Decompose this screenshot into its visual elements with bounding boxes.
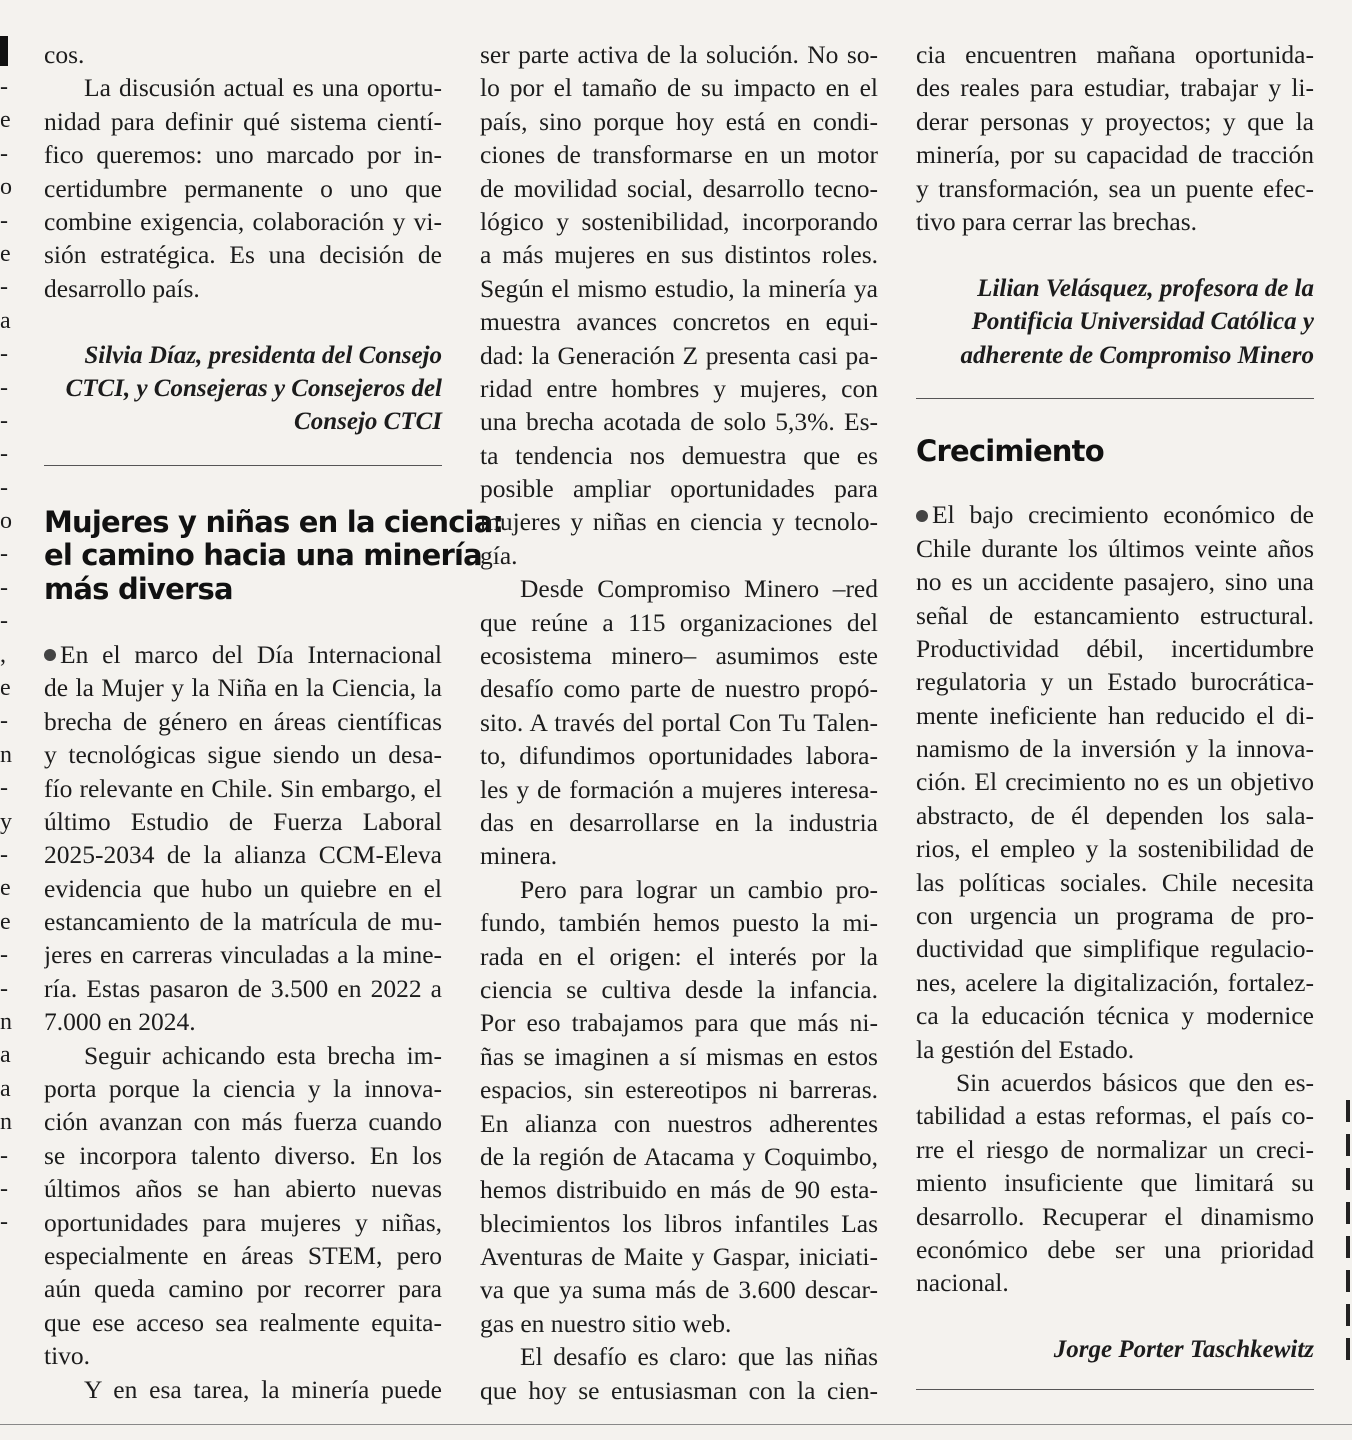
signature-line: CTCI, y Consejeras y Consejeros del bbox=[65, 374, 442, 402]
signature-line: Silvia Díaz, presidenta del Consejo bbox=[84, 341, 442, 369]
edge-glyph: e bbox=[0, 240, 11, 267]
text-line: estancamiento de la matrícula de mu- bbox=[44, 907, 442, 937]
text-span: En el marco del Día Internacional bbox=[60, 639, 442, 669]
edge-mark bbox=[1346, 1338, 1350, 1360]
edge-glyph: a bbox=[0, 1075, 11, 1102]
text-line: gas en nuestro sitio web. bbox=[480, 1308, 732, 1338]
column-2 bbox=[480, 38, 878, 1407]
text-line: la gestión del Estado. bbox=[916, 1034, 1135, 1064]
text-line: Por eso trabajamos para que más ni- bbox=[480, 1008, 878, 1038]
article-crecimiento-body-1 bbox=[916, 498, 1314, 1066]
text-line: Y en esa tarea, la minería puede bbox=[84, 1374, 442, 1404]
edge-bar bbox=[0, 36, 8, 66]
article-ctci-ending bbox=[44, 38, 442, 305]
article-mujeres-body-2 bbox=[44, 1039, 442, 1373]
text-line: Aventuras de Maite y Gaspar, iniciati- bbox=[480, 1242, 878, 1272]
text-line: miento insuficiente que limitará su bbox=[916, 1168, 1314, 1198]
edge-glyph: - bbox=[0, 942, 8, 969]
edge-glyph: - bbox=[0, 407, 8, 434]
text-line: abstracto, de él dependen los sala- bbox=[916, 800, 1314, 830]
signature-jorge-porter: Jorge Porter Taschkewitz bbox=[1053, 1336, 1314, 1364]
text-line: blecimientos los libros infantiles Las bbox=[480, 1208, 878, 1238]
edge-glyph: e bbox=[0, 908, 11, 935]
text-line: ser parte activa de la solución. No so- bbox=[480, 40, 878, 69]
text-line: señal de estancamiento estructural. bbox=[916, 600, 1314, 630]
edge-glyph: e bbox=[0, 107, 11, 134]
text-line: nes, acelere la digitalización, fortalez- bbox=[916, 967, 1314, 997]
text-line: últimos años se han abierto nuevas bbox=[44, 1174, 442, 1204]
article-mujeres-body-1 bbox=[44, 638, 442, 1039]
signature-line: Lilian Velásquez, profesora de la bbox=[977, 274, 1314, 302]
text-line: que ese acceso sea realmente equita- bbox=[44, 1307, 442, 1337]
text-line: ciencia se cultiva desde la infancia. bbox=[480, 974, 878, 1004]
text-line: das en desarrollarse en la industria bbox=[480, 807, 878, 837]
text-line: desarrollo país. bbox=[44, 273, 200, 303]
text-line: El desafío es claro: que las niñas bbox=[520, 1342, 878, 1372]
text-line: certidumbre permanente o uno que bbox=[44, 173, 442, 203]
text-line: de la Mujer y la Niña en la Ciencia, la bbox=[44, 673, 442, 703]
text-line: gía. bbox=[480, 540, 518, 570]
text-line: va que ya suma más de 3.600 descar- bbox=[480, 1275, 878, 1305]
edge-glyph: - bbox=[0, 441, 8, 468]
signature-line: Pontificia Universidad Católica y bbox=[971, 308, 1314, 336]
text-line: nidad para definir qué sistema cientí- bbox=[44, 106, 442, 136]
text-line: minería, por su capacidad de tracción bbox=[916, 140, 1314, 170]
edge-glyph: - bbox=[0, 274, 8, 301]
text-line: fío relevante en Chile. Sin embargo, el bbox=[44, 773, 442, 803]
edge-glyph: - bbox=[0, 74, 8, 100]
section-divider bbox=[916, 1389, 1314, 1390]
right-edge-bleed bbox=[1346, 1100, 1352, 1372]
text-line: brecha de género en áreas científicas bbox=[44, 706, 442, 736]
text-line: oportunidades para mujeres y niñas, bbox=[44, 1207, 442, 1237]
text-line: cia encuentren mañana oportunida- bbox=[916, 40, 1314, 69]
text-line: mujeres y niñas en ciencia y tecnolo- bbox=[480, 507, 878, 537]
text-line: rre el riesgo de normalizar un creci- bbox=[916, 1134, 1314, 1164]
headline-line: el camino hacia una minería bbox=[44, 538, 482, 573]
text-line: Pero para lograr un cambio pro- bbox=[520, 874, 878, 904]
text-line: Productividad débil, incertidumbre bbox=[916, 633, 1314, 663]
text-line: nacional. bbox=[916, 1268, 1009, 1298]
text-line: fundo, también hemos puesto la mi- bbox=[480, 908, 878, 938]
text-line: to, difundimos oportunidades labora- bbox=[480, 741, 878, 771]
text-line: regulatoria y un Estado burocrática- bbox=[916, 667, 1314, 697]
text-line: ciones de transformarse en un motor bbox=[480, 140, 878, 170]
text-line: dad: la Generación Z presenta casi pa- bbox=[480, 340, 878, 370]
text-line: una brecha acotada de solo 5,3%. Es- bbox=[480, 407, 878, 437]
article-mujeres-body-7 bbox=[480, 1340, 878, 1407]
text-line: les y de formación a mujeres interesa- bbox=[480, 774, 878, 804]
text-span: El bajo crecimiento económico de bbox=[932, 500, 1314, 530]
text-line: La discusión actual es una oportu- bbox=[84, 73, 442, 103]
text-line: sión estratégica. Es una decisión de bbox=[44, 240, 442, 270]
edge-glyph: a bbox=[0, 1042, 11, 1069]
text-line: país, sino porque hoy está en condi- bbox=[480, 106, 878, 136]
column-3 bbox=[916, 38, 1314, 1390]
text-line: lo por el tamaño de su impacto en el bbox=[480, 73, 878, 103]
edge-glyph: - bbox=[0, 775, 8, 802]
text-line: de la región de Atacama y Coquimbo, bbox=[480, 1141, 878, 1171]
text-line: porta porque la ciencia y la innova- bbox=[44, 1074, 442, 1104]
edge-glyph: a bbox=[0, 307, 11, 334]
signature-line: Consejo CTCI bbox=[294, 408, 442, 436]
text-line: ría. Estas pasaron de 3.500 en 2022 a bbox=[44, 973, 442, 1003]
edge-glyph: - bbox=[0, 474, 8, 501]
text-line: espacios, sin estereotipos ni barreras. bbox=[480, 1075, 878, 1105]
edge-glyph: o bbox=[0, 174, 12, 201]
text-line: tivo para cerrar las brechas. bbox=[916, 206, 1198, 236]
text-line: rios, el empleo y la sostenibilidad de bbox=[916, 834, 1314, 864]
bullet-icon bbox=[44, 649, 56, 661]
text-line: ñas se imaginen a sí mismas en estos bbox=[480, 1041, 878, 1071]
edge-mark bbox=[1346, 1304, 1350, 1326]
edge-glyph: n bbox=[0, 741, 12, 768]
text-line: Según el mismo estudio, la minería ya bbox=[480, 273, 878, 303]
signature-lilian-velasquez bbox=[916, 272, 1314, 372]
text-line: ca la educación técnica y modernice bbox=[916, 1001, 1314, 1031]
text-line: posible ampliar oportunidades para bbox=[480, 474, 878, 504]
article-crecimiento-body-2 bbox=[916, 1066, 1314, 1300]
edge-glyph: e bbox=[0, 675, 11, 702]
text-line: namismo de la inversión y la innova- bbox=[916, 734, 1314, 764]
edge-glyph: , bbox=[0, 641, 6, 668]
edge-glyph: - bbox=[0, 708, 8, 735]
edge-glyph: - bbox=[0, 341, 8, 368]
headline-line: Mujeres y niñas en la ciencia: bbox=[44, 504, 504, 539]
headline-crecimiento: Crecimiento bbox=[916, 433, 1104, 468]
edge-glyph: y bbox=[0, 808, 12, 835]
text-line: se incorpora talento diverso. En los bbox=[44, 1140, 442, 1170]
text-line: ta tendencia nos demuestra que es bbox=[480, 440, 878, 470]
edge-glyph: - bbox=[0, 1209, 8, 1236]
text-line: ción. El crecimiento no es un objetivo bbox=[916, 767, 1314, 797]
text-line: combine exigencia, colaboración y vi- bbox=[44, 206, 442, 236]
text-line: con urgencia un programa de pro- bbox=[916, 901, 1314, 931]
edge-glyph: - bbox=[0, 541, 8, 568]
text-line: ridad entre hombres y mujeres, con bbox=[480, 373, 878, 403]
text-line: hemos distribuido en más de 90 esta- bbox=[480, 1175, 878, 1205]
edge-glyph: e bbox=[0, 875, 11, 902]
edge-glyph: - bbox=[0, 374, 8, 401]
edge-mark bbox=[1346, 1270, 1350, 1292]
text-line: fico queremos: uno marcado por in- bbox=[44, 140, 442, 170]
text-line: especialmente en áreas STEM, pero bbox=[44, 1240, 442, 1270]
text-line: 7.000 en 2024. bbox=[44, 1007, 196, 1037]
text-line: no es un accidente pasajero, sino una bbox=[916, 567, 1314, 597]
edge-glyph: - bbox=[0, 574, 8, 601]
edge-glyph: - bbox=[0, 975, 8, 1002]
text-line: y tecnológicas sigue siendo un desa- bbox=[44, 740, 442, 770]
text-line: tabilidad a estas reformas, el país co- bbox=[916, 1101, 1314, 1131]
text-line: económico debe ser una prioridad bbox=[916, 1234, 1314, 1264]
text-line: que hoy se entusiasman con la cien- bbox=[480, 1375, 878, 1405]
text-line: último Estudio de Fuerza Laboral bbox=[44, 806, 442, 836]
edge-glyph: - bbox=[0, 1142, 8, 1169]
edge-glyph: n bbox=[0, 1109, 12, 1136]
text-line: muestra avances concretos en equi- bbox=[480, 307, 878, 337]
page-bottom-rule bbox=[0, 1424, 1352, 1425]
text-line: des reales para estudiar, trabajar y li- bbox=[916, 73, 1314, 103]
text-line: derar personas y proyectos; y que la bbox=[916, 106, 1314, 136]
text-line: ecosistema minero– asumimos este bbox=[480, 641, 878, 671]
edge-mark bbox=[1346, 1134, 1350, 1156]
article-mujeres-body-4 bbox=[480, 38, 878, 572]
text-line: jeres en carreras vinculadas a la mine- bbox=[44, 940, 442, 970]
text-line: y transformación, sea un puente efec- bbox=[916, 173, 1314, 203]
bullet-icon bbox=[916, 510, 928, 522]
text-line: desarrollo. Recuperar el dinamismo bbox=[916, 1201, 1314, 1231]
edge-glyph: - bbox=[0, 608, 8, 635]
text-line: Desde Compromiso Minero –red bbox=[520, 574, 878, 604]
edge-mark bbox=[1346, 1236, 1350, 1258]
text-line bbox=[44, 638, 442, 671]
edge-mark bbox=[1346, 1202, 1350, 1224]
text-line: lógico y sostenibilidad, incorporando bbox=[480, 206, 878, 236]
edge-glyph: o bbox=[0, 508, 12, 535]
edge-glyph: - bbox=[0, 140, 8, 167]
text-line: que reúne a 115 organizaciones del bbox=[480, 607, 878, 637]
edge-glyph: - bbox=[0, 207, 8, 234]
edge-marks bbox=[0, 71, 14, 1240]
signature-line: adherente de Compromiso Minero bbox=[960, 341, 1314, 369]
edge-glyph: - bbox=[0, 841, 8, 868]
text-line: desafío como parte de nuestro propó- bbox=[480, 674, 878, 704]
edge-glyph: - bbox=[0, 1175, 8, 1202]
edge-mark bbox=[1346, 1100, 1350, 1122]
article-mujeres-body-3 bbox=[44, 1373, 442, 1406]
text-line: cos. bbox=[44, 40, 85, 69]
article-mujeres-body-8 bbox=[916, 38, 1314, 238]
text-line: a más mujeres en sus distintos roles. bbox=[480, 240, 878, 270]
edge-glyph: n bbox=[0, 1008, 12, 1035]
text-line: minera. bbox=[480, 841, 558, 871]
text-line: 2025-2034 de la alianza CCM-Eleva bbox=[44, 840, 442, 870]
text-line: ción avanzan con más fuerza cuando bbox=[44, 1107, 442, 1137]
text-line: evidencia que hubo un quiebre en el bbox=[44, 873, 442, 903]
article-mujeres-body-5 bbox=[480, 572, 878, 873]
text-line: las políticas sociales. Chile necesita bbox=[916, 867, 1314, 897]
text-line: mente ineficiente han reducido el di- bbox=[916, 700, 1314, 730]
text-line: sito. A través del portal Con Tu Talen- bbox=[480, 707, 878, 737]
text-line bbox=[916, 498, 1314, 531]
headline-line: más diversa bbox=[44, 571, 233, 606]
edge-mark bbox=[1346, 1168, 1350, 1190]
signature-silvia-diaz bbox=[44, 339, 442, 439]
text-line: aún queda camino por recorrer para bbox=[44, 1274, 442, 1304]
text-line: Seguir achicando esta brecha im- bbox=[84, 1040, 442, 1070]
text-line: rada en el origen: el interés por la bbox=[480, 941, 878, 971]
text-line: En alianza con nuestros adherentes bbox=[480, 1108, 878, 1138]
text-line: Sin acuerdos básicos que den es- bbox=[956, 1068, 1314, 1097]
text-line: de movilidad social, desarrollo tecno- bbox=[480, 173, 878, 203]
article-mujeres-body-6 bbox=[480, 873, 878, 1340]
text-line: tivo. bbox=[44, 1341, 91, 1371]
text-line: ductividad que simplifique regulacio- bbox=[916, 934, 1314, 964]
text-line: Chile durante los últimos veinte años bbox=[916, 533, 1314, 563]
